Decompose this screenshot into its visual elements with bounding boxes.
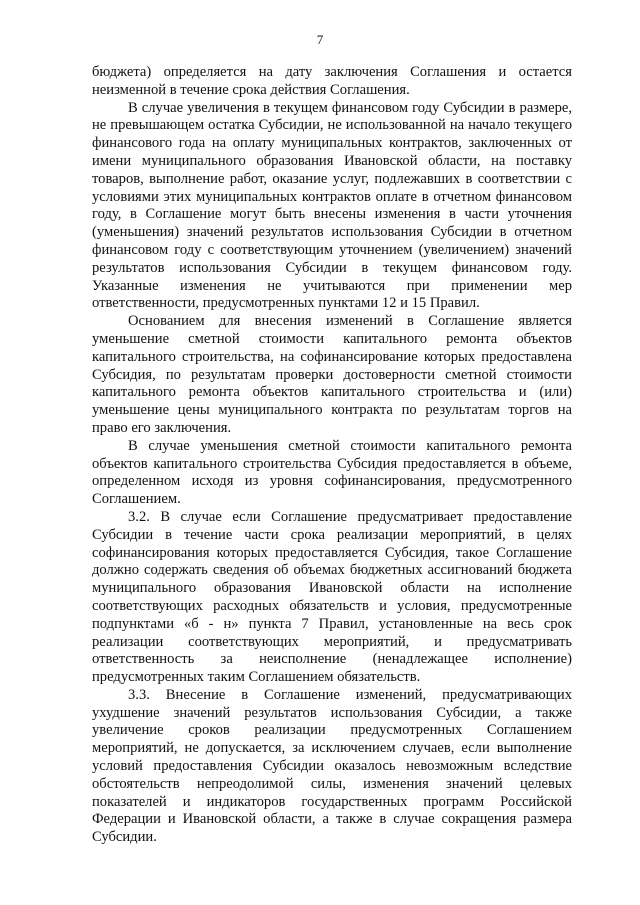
paragraph-clause-3-2: 3.2. В случае если Соглашение предусматривает предоставление Субсидии в течение части срока реализации мероприятий, в целях софинансирования которых предоставляется Субсидия, такое Соглашение должно содержать сведения об объемах бюджетных ассигнований бюджета муниципального образования Ивановской области на исполнение соответствующих расходных обязательств и условия, предусмотренные подпунктами «б - н» пункта 7 Правил, установленные на весь срок реализации соответствующих мероприятий, и предусматривать ответственность за неисполнение (ненадлежащее исполнение) предусмотренных таким Соглашением обязательств.	[92, 508, 572, 686]
paragraph-grounds-for-changes: Основанием для внесения изменений в Соглашение является уменьшение сметной стоимости капитального ремонта объектов капитального строительства, на софинансирование которых предоставлена Субсидия, по результатам проверки достоверности сметной стоимости капитального ремонта объектов капитального строительства и (или) уменьшение цены муниципального контракта по результатам торгов на право его заключения.	[92, 313, 572, 436]
paragraph-continuation: бюджета) определяется на дату заключения Соглашения и остается неизменной в течение срока действия Соглашения.	[92, 64, 572, 98]
paragraph-cost-decrease: В случае уменьшения сметной стоимости капитального ремонта объектов капитального строительства Субсидия предоставляется в объеме, определенном исходя из уровня софинансирования, предусмотренного Соглашением.	[92, 437, 572, 508]
document-body	[92, 64, 572, 847]
paragraph-subsidy-increase: В случае увеличения в текущем финансовом году Субсидии в размере, не превышающем остатка Субсидии, не использованной на начало текущего финансового года на оплату муниципальных контрактов, заключенных от имени муниципального образования Ивановской области, на поставку товаров, выполнение работ, оказание услуг, подлежавших в соответствии с условиями этих муниципальных контрактов оплате в отчетном финансовом году, в Соглашение могут быть внесены изменения в части уточнения (уменьшения) значений результатов использования Субсидии в отчетном финансовом году с соответствующим уточнением (увеличением) значений результатов использования Субсидии в текущем финансовом году. Указанные изменения не учитываются при применении мер ответственности, предусмотренных пунктами 12 и 15 Правил.	[92, 99, 572, 312]
page-number: 7	[316, 32, 324, 47]
paragraph-clause-3-3: 3.3. Внесение в Соглашение изменений, предусматривающих ухудшение значений результатов использования Субсидии, а также увеличение сроков реализации предусмотренных Соглашением мероприятий, не допускается, за исключением случаев, если выполнение условий предоставления Субсидии оказалось невозможным вследствие обстоятельств непреодолимой силы, изменения значений целевых показателей и индикаторов государственных программ Российской Федерации и Ивановской области, а также в случае сокращения размера Субсидии.	[92, 686, 572, 846]
